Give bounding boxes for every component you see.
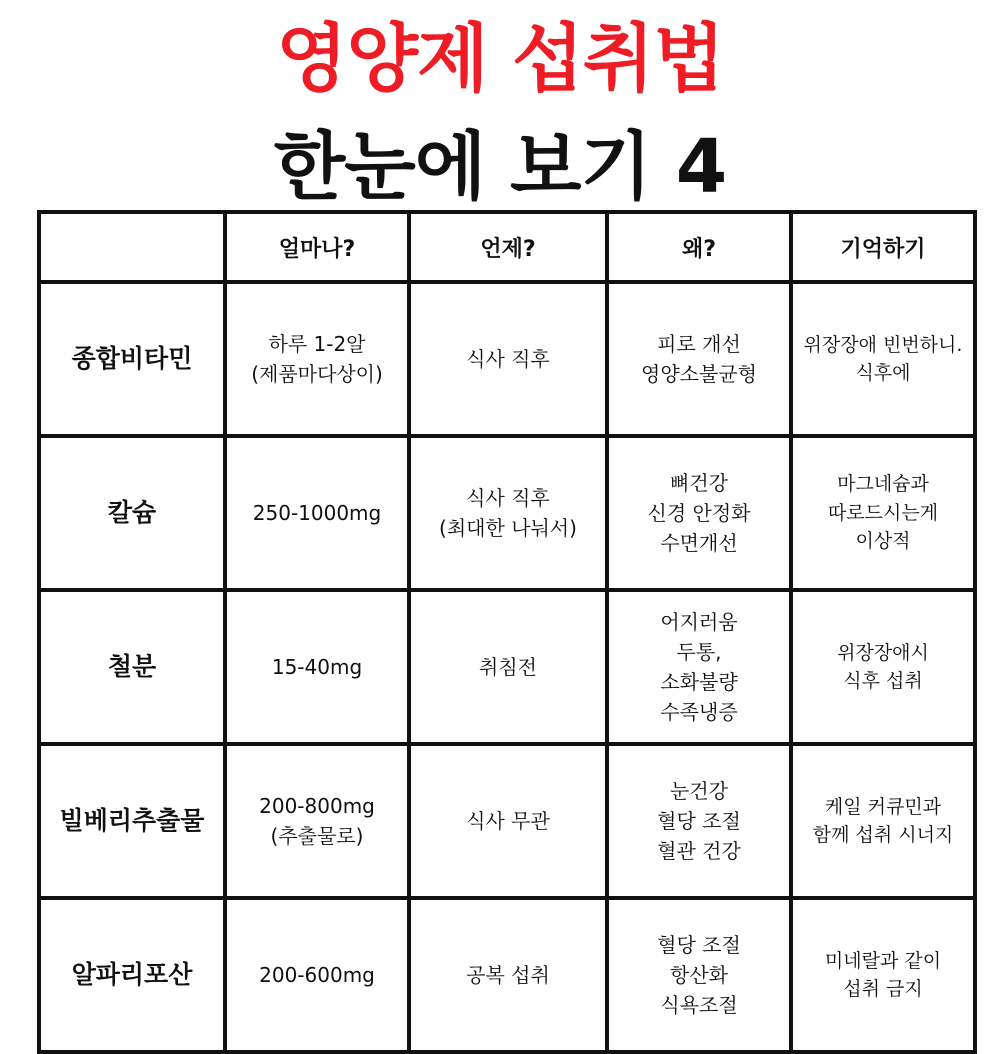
- header-amount: 얼마나?: [225, 212, 409, 282]
- supplement-name: 칼슘: [39, 436, 225, 590]
- table-row: [39, 744, 975, 898]
- amount-cell: 200-800mg (추출물로): [225, 744, 409, 898]
- amount-cell: 250-1000mg: [225, 436, 409, 590]
- memo-cell: 위장장애시 식후 섭취: [791, 590, 975, 744]
- supplement-name: 철분: [39, 590, 225, 744]
- when-cell: 식사 무관: [409, 744, 607, 898]
- when-cell: 공복 섭취: [409, 898, 607, 1052]
- supplement-name: 빌베리추출물: [39, 744, 225, 898]
- memo-cell: 위장장애 빈번하니. 식후에: [791, 282, 975, 436]
- why-cell: 눈건강 혈당 조절 혈관 건강: [607, 744, 791, 898]
- why-cell: 혈당 조절 항산화 식욕조절: [607, 898, 791, 1052]
- header-when: 언제?: [409, 212, 607, 282]
- memo-cell: 케일 커큐민과 함께 섭취 시너지: [791, 744, 975, 898]
- amount-cell: 200-600mg: [225, 898, 409, 1052]
- why-cell: 어지러움 두통, 소화불량 수족냉증: [607, 590, 791, 744]
- table-row: [39, 436, 975, 590]
- title-line-2: 한눈에 보기 4: [273, 124, 727, 210]
- title-line-1: 영양제 섭취법: [276, 16, 724, 102]
- memo-cell: 마그네슘과 따로드시는게 이상적: [791, 436, 975, 590]
- table-row: [39, 282, 975, 436]
- when-cell: 식사 직후 (최대한 나눠서): [409, 436, 607, 590]
- header-why: 왜?: [607, 212, 791, 282]
- table-header-row: [39, 212, 975, 282]
- header-corner: [39, 212, 225, 282]
- amount-cell: 하루 1-2알 (제품마다상이): [225, 282, 409, 436]
- header-memo: 기억하기: [791, 212, 975, 282]
- table-row: [39, 590, 975, 744]
- when-cell: 식사 직후: [409, 282, 607, 436]
- supplement-name: 알파리포산: [39, 898, 225, 1052]
- supplement-table: [37, 210, 977, 1054]
- when-cell: 취침전: [409, 590, 607, 744]
- memo-cell: 미네랄과 같이 섭취 금지: [791, 898, 975, 1052]
- amount-cell: 15-40mg: [225, 590, 409, 744]
- table-row: [39, 898, 975, 1052]
- why-cell: 피로 개선 영양소불균형: [607, 282, 791, 436]
- supplement-name: 종합비타민: [39, 282, 225, 436]
- why-cell: 뼈건강 신경 안정화 수면개선: [607, 436, 791, 590]
